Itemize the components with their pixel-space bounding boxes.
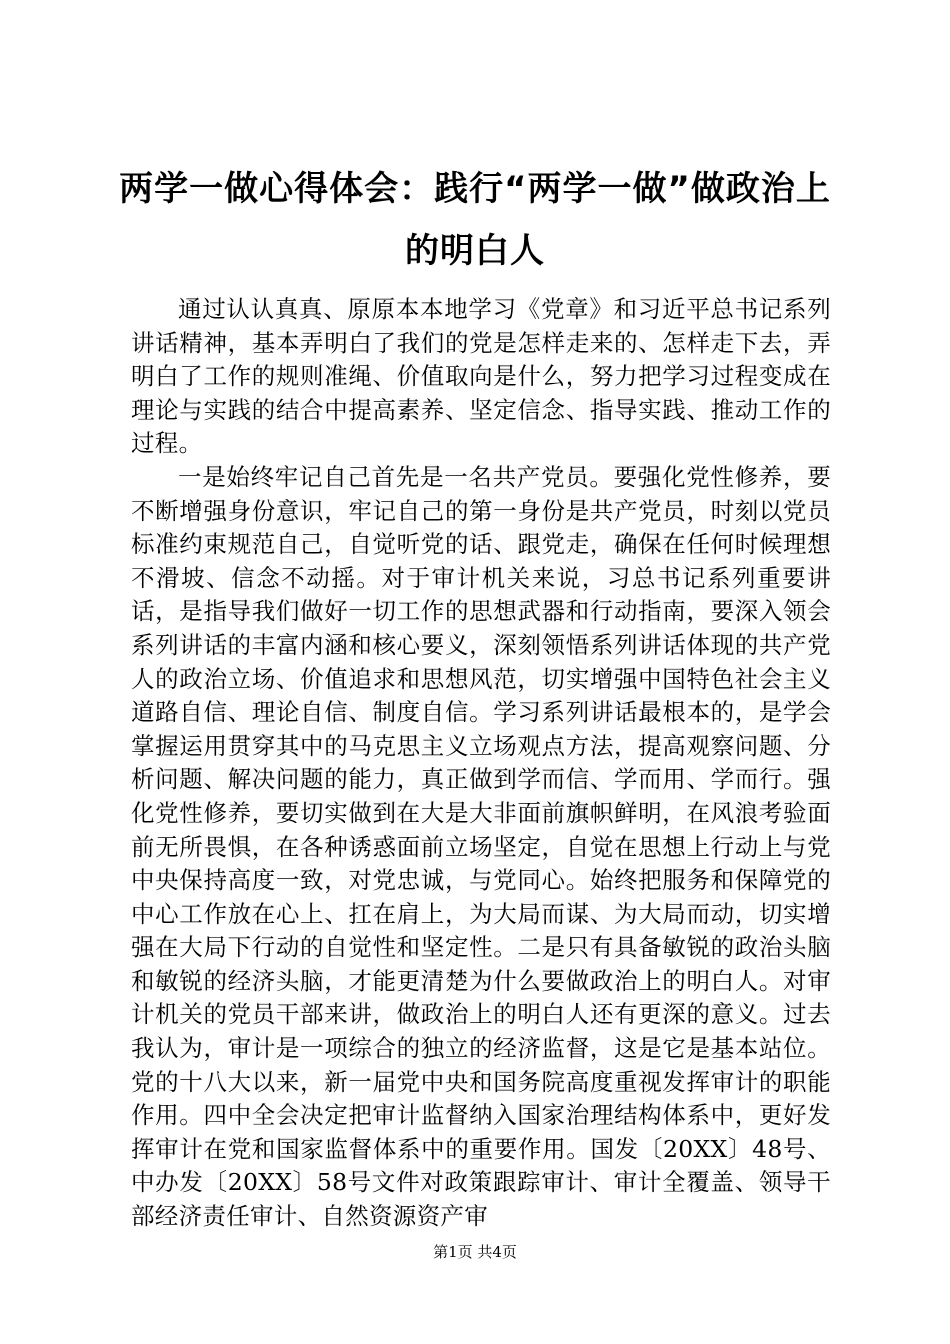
paragraph-main: 一是始终牢记自己首先是一名共产党员。要强化党性修养，要不断增强身份意识，牢记自己的第一身份是共产党员，时刻以党员标准约束规范自己，自觉听党的话、跟党走，确保在任何时候理想不滑坡、信念不动摇。对于审计机关来说，习总书记系列重要讲话，是指导我们做好一切工作的思想武器和行动指南，要深入领会系列讲话的丰富内涵和核心要义，深刻领悟系列讲话体现的共产党人的政治立场、价值追求和思想风范，切实增强中国特色社会主义道路自信、理论自信、制度自信。学习系列讲话最根本的，是学会掌握运用贯穿其中的马克思主义立场观点方法，提高观察问题、分析问题、解决问题的能力，真正做到学而信、学而用、学而行。强化党性修养，要切实做到在大是大非面前旗帜鲜明，在风浪考验面前无所畏惧，在各种诱惑面前立场坚定，自觉在思想上行动上与党中央保持高度一致，对党忠诚，与党同心。始终把服务和保障党的中心工作放在心上、扛在肩上，为大局而谋、为大局而动，切实增强在大局下行动的自觉性和坚定性。二是只有具备敏锐的政治头脑和敏锐的经济头脑，才能更清楚为什么要做政治上的明白人。对审计机关的党员干部来讲，做政治上的明白人还有更深的意义。过去我认为，审计是一项综合的独立的经济监督，这是它是基本站位。党的十八大以来，新一届党中央和国务院高度重视发挥审计的职能作用。四中全会决定把审计监督纳入国家治理结构体系中，更好发挥审计在党和国家监督体系中的重要作用。国发〔20XX〕48号、中办发〔20XX〕58号文件对政策跟踪审计、审计全覆盖、领导干部经济责任审计、自然资源资产审 — [131, 462, 831, 1231]
paragraph-intro: 通过认认真真、原原本本地学习《党章》和习近平总书记系列讲话精神，基本弄明白了我们的党是怎样走来的、怎样走下去，弄明白了工作的规则准绳、价值取向是什么，努力把学习过程变成在理论与实践的结合中提高素养、坚定信念、指导实践、推动工作的过程。 — [131, 295, 831, 458]
document-title: 两学一做心得体会：践行“两学一做”做政治上的明白人 — [119, 169, 831, 271]
document-body — [131, 293, 831, 1234]
page-footer: 第1页 共4页 — [433, 1243, 517, 1261]
